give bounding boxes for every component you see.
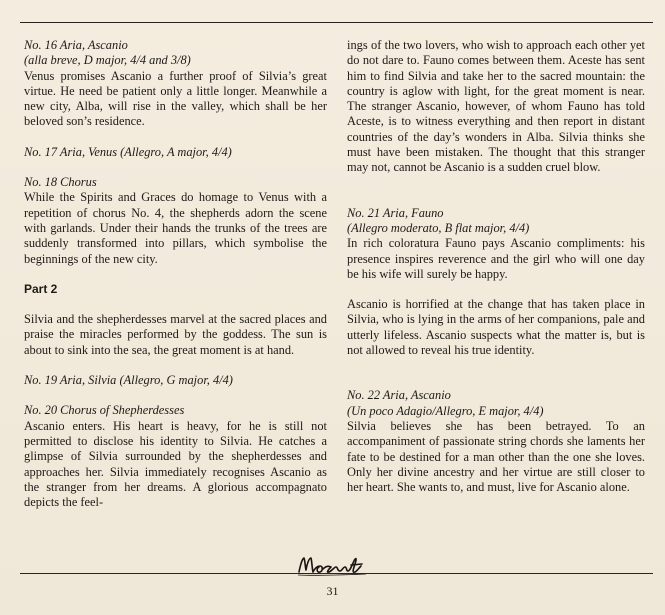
aria-16-tempo: (alla breve, D major, 4/4 and 3/8) xyxy=(24,53,191,68)
chorus-18-text: While the Spirits and Graces do homage to Venus with a repetition of chorus No. 4, the shepherds adorn the scene with garlands. Under their hands the trunks of the trees are suddenly transformed into pillars, which symbolise the beginnings of the new city. xyxy=(24,190,327,266)
aria-19-title: No. 19 Aria, Silvia (Allegro, G major, 4/4) xyxy=(24,373,233,388)
aria-22-title: No. 22 Aria, Ascanio xyxy=(347,388,451,403)
aria-16-text: Venus promises Ascanio a further proof of Silvia’s great virtue. He need be patient only a little longer. Meanwhile a new city, Alba, will rise in the valley, which shall be her beloved son’s residence. xyxy=(24,68,327,129)
ascanio-horrified-text: Ascanio is horrified at the change that has taken place in Silvia, who is lying in the arms of her companions, pale and utterly lifeless. Ascanio suspects what the matter is, but is not allowed to reveal his true identity. xyxy=(347,297,645,358)
right-column xyxy=(347,38,645,495)
bottom-rule xyxy=(20,573,653,574)
page-number: 31 xyxy=(326,584,339,598)
part-2-intro: Silvia and the shepherdesses marvel at the sacred places and praise the miracles performed by the goddess. The sun is about to sink into the sea, the great moment is at hand. xyxy=(24,312,327,357)
aria-21-tempo: (Allegro moderato, B flat major, 4/4) xyxy=(347,220,530,235)
mozart-signature-logo xyxy=(296,552,372,578)
part-2-heading: Part 2 xyxy=(24,281,58,296)
aria-16-title: No. 16 Aria, Ascanio xyxy=(24,38,128,52)
aria-21-text: In rich coloratura Fauno pays Ascanio compliments: his presence inspires reverence and the girl who will one day be his wife will surely be happy. xyxy=(347,236,645,281)
continued-text: ings of the two lovers, who wish to approach each other yet do not dare to. Fauno comes between them. Aceste has sent him to find Silvia and take her to the sacred mountain: the country is aglow with light, for the great moment is near. The stranger Ascanio, however, of whom Fauno has told Aceste, is to witness everything and then report in distant countries of the day’s wonders in Alba. Silvia thinks she must have been mistaken. The thought that this stranger may not, cannot be Ascanio is a sudden cruel blow. xyxy=(347,38,645,175)
chorus-20-title: No. 20 Chorus of Shepherdesses xyxy=(24,403,185,418)
chorus-18-title: No. 18 Chorus xyxy=(24,175,97,190)
chorus-20-text: Ascanio enters. His heart is heavy, for he is still not permitted to disclose his identity to Silvia. He catches a glimpse of Silvia surrounded by the shepherdesses and approaches her. Silvia immediately recognises Ascanio as the stranger from her dreams. A glorious accompagnato depicts the feel- xyxy=(24,418,327,510)
aria-22-tempo: (Un poco Adagio/Allegro, E major, 4/4) xyxy=(347,403,544,418)
aria-17-title: No. 17 Aria, Venus (Allegro, A major, 4/4) xyxy=(24,144,232,159)
aria-21-title: No. 21 Aria, Fauno xyxy=(347,205,444,220)
left-column xyxy=(24,38,327,510)
top-rule xyxy=(20,22,653,23)
aria-22-text: Silvia believes she has been betrayed. To an accompaniment of passionate string chords she laments her fate to be destined for a man other than the one she loves. Only her divine ancestry and her virtue are still closer to her heart. She wants to, and must, live for Ascanio alone. xyxy=(347,418,645,495)
